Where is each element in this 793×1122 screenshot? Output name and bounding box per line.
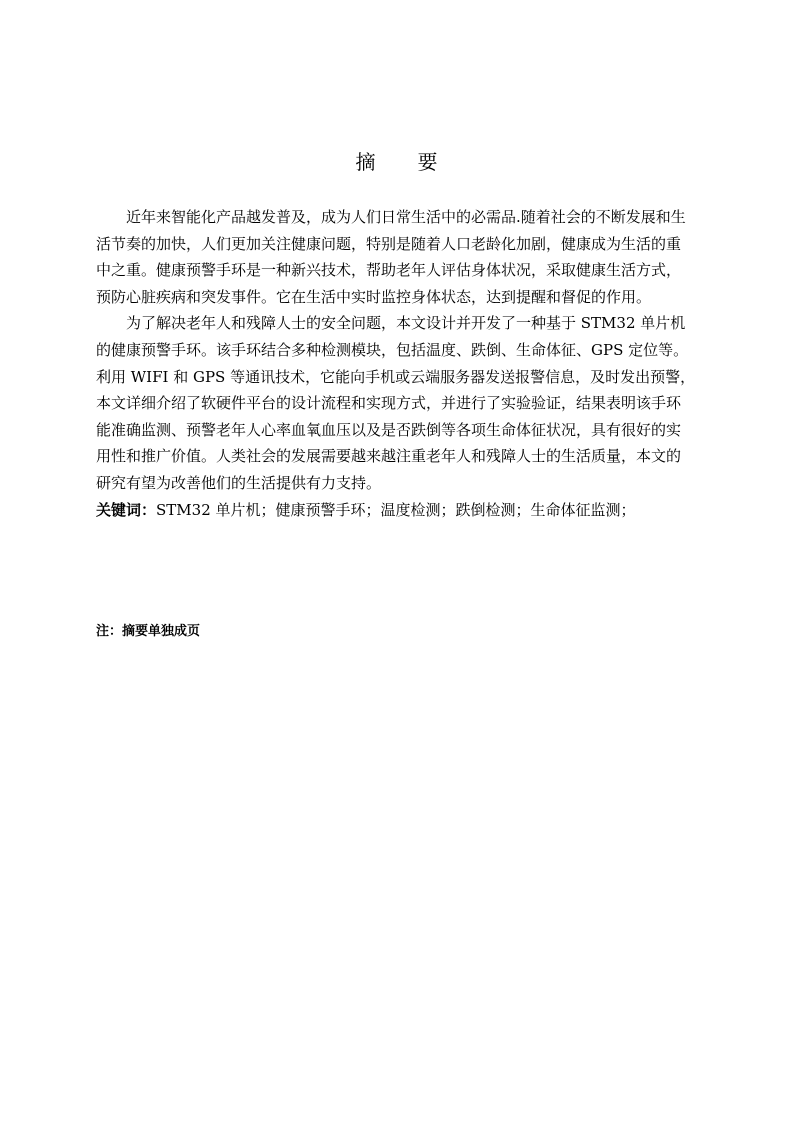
paragraph-1-line-4: 预防心脏疾病和突发事件。它在生活中实时监控身体状态，达到提醒和督促的作用。 — [96, 287, 652, 306]
paragraph-2-line-4: 本文详细介绍了软硬件平台的设计流程和实现方式，并进行了实验验证，结果表明该手环 — [96, 394, 682, 413]
keywords-line — [96, 497, 718, 524]
abstract-title — [0, 148, 793, 176]
abstract-paragraph-2 — [96, 310, 718, 496]
paragraph-2-line-1: 为了解决老年人和残障人士的安全问题，本文设计并开发了一种基于 STM32 单片机 — [126, 314, 686, 333]
paragraph-1-line-1: 近年来智能化产品越发普及，成为人们日常生活中的必需品.随着社会的不断发展和生 — [126, 208, 686, 226]
abstract-title-char-1: 摘 — [355, 150, 376, 174]
paragraph-1-line-3: 中之重。健康预警手环是一种新兴技术，帮助老年人评估身体状况，采取健康生活方式， — [96, 261, 682, 280]
paragraph-2-line-7: 研究有望为改善他们的生活提供有力支持。 — [96, 473, 382, 492]
abstract-paragraph-1 — [96, 204, 718, 310]
paragraph-2-line-2: 的健康预警手环。该手环结合多种检测模块，包括温度、跌倒、生命体征、GPS 定位等。 — [96, 340, 689, 359]
keywords-label: 关键词： — [96, 500, 157, 519]
paragraph-2-line-3: 利用 WIFI 和 GPS 等通讯技术，它能向手机或云端服务器发送报警信息，及时发出预警， — [96, 367, 696, 386]
paragraph-2-line-6: 用性和推广价值。人类社会的发展需要越来越注重老年人和残障人士的生活质量，本文的 — [96, 447, 682, 466]
page-note: 注：摘要单独成页 — [96, 624, 201, 639]
paragraph-2-line-5: 能准确监测、预警老年人心率血氧血压以及是否跌倒等各项生命体征状况，具有很好的实 — [96, 420, 682, 439]
abstract-body — [96, 204, 718, 523]
abstract-title-char-2: 要 — [417, 150, 438, 174]
keywords-text: STM32 单片机；健康预警手环；温度检测；跌倒检测；生命体征监测； — [156, 500, 636, 519]
paragraph-1-line-2: 活节奏的加快，人们更加关注健康问题，特别是随着人口老龄化加剧，健康成为生活的重 — [96, 234, 682, 253]
